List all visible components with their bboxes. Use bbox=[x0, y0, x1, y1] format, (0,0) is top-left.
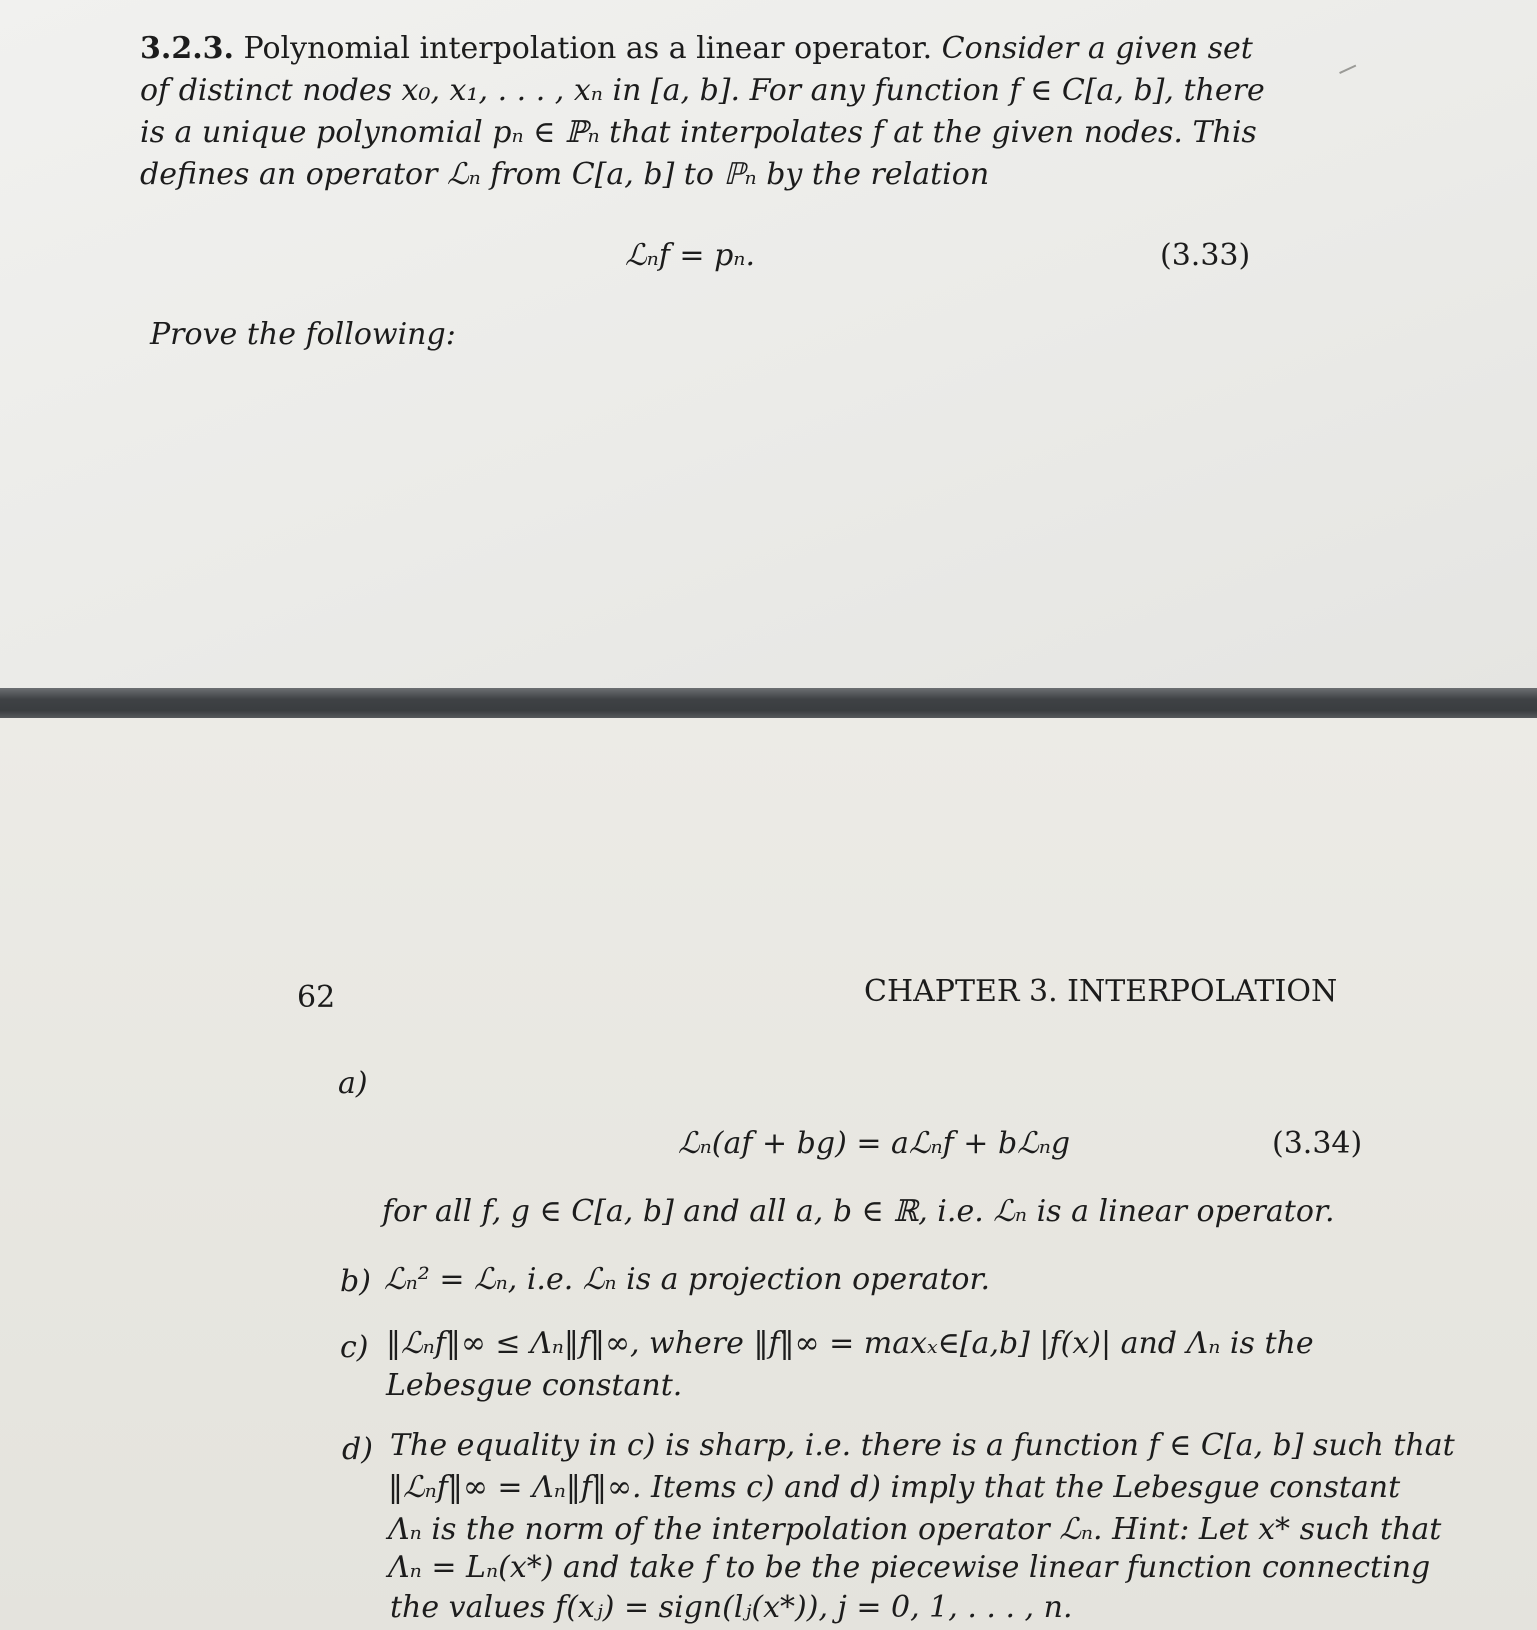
page-divider bbox=[0, 688, 1537, 720]
item-b-text: ℒₙ² = ℒₙ, i.e. ℒₙ is a projection operator. bbox=[384, 1262, 991, 1297]
equation-number-3-33: (3.33) bbox=[1160, 238, 1251, 273]
equation-3-34: ℒₙ(af + bg) = aℒₙf + bℒₙg bbox=[678, 1126, 1071, 1161]
item-a-label: a) bbox=[338, 1066, 368, 1101]
intro-line-4: defines an operator ℒₙ from C[a, b] to ℙₙ by the relation bbox=[140, 157, 990, 192]
item-d-line-1: The equality in c) is sharp, i.e. there is a function f ∈ C[a, b] such that bbox=[390, 1428, 1455, 1463]
intro-line-3: is a unique polynomial pₙ ∈ ℙₙ that interpolates f at the given nodes. This bbox=[140, 115, 1257, 150]
prove-following-label: Prove the following: bbox=[150, 317, 456, 352]
item-a-text: for all f, g ∈ C[a, b] and all a, b ∈ ℝ, i.e. ℒₙ is a linear operator. bbox=[382, 1194, 1335, 1229]
section-heading-line bbox=[140, 28, 1253, 70]
section-title: Polynomial interpolation as a linear operator. bbox=[243, 31, 933, 66]
section-number: 3.2.3. bbox=[140, 31, 234, 66]
intro-line-2: of distinct nodes x₀, x₁, . . . , xₙ in [a, b]. For any function f ∈ C[a, b], there bbox=[140, 73, 1265, 108]
item-d-line-4: Λₙ = Lₙ(x*) and take f to be the piecewise linear function connecting bbox=[388, 1550, 1431, 1585]
equation-3-33: ℒₙf = pₙ. bbox=[625, 238, 755, 273]
page-number: 62 bbox=[297, 980, 336, 1015]
chapter-header: CHAPTER 3. INTERPOLATION bbox=[864, 974, 1338, 1009]
item-d-label: d) bbox=[342, 1432, 373, 1467]
item-d-line-3: Λₙ is the norm of the interpolation operator ℒₙ. Hint: Let x* such that bbox=[388, 1512, 1442, 1547]
item-c-line-2: Lebesgue constant. bbox=[386, 1368, 683, 1403]
item-b-label: b) bbox=[340, 1264, 371, 1299]
item-c-line-1: ‖ℒₙf‖∞ ≤ Λₙ‖f‖∞, where ‖f‖∞ = maxₓ∈[a,b] |f(x)| and Λₙ is the bbox=[386, 1326, 1314, 1361]
item-c-label: c) bbox=[340, 1330, 369, 1365]
item-d-line-2: ‖ℒₙf‖∞ = Λₙ‖f‖∞. Items c) and d) imply that the Lebesgue constant bbox=[388, 1470, 1401, 1505]
item-d-line-5: the values f(xⱼ) = sign(lⱼ(x*)), j = 0, 1, . . . , n. bbox=[390, 1590, 1073, 1625]
equation-number-3-34: (3.34) bbox=[1272, 1126, 1363, 1161]
intro-line-1: Consider a given set bbox=[941, 31, 1253, 66]
